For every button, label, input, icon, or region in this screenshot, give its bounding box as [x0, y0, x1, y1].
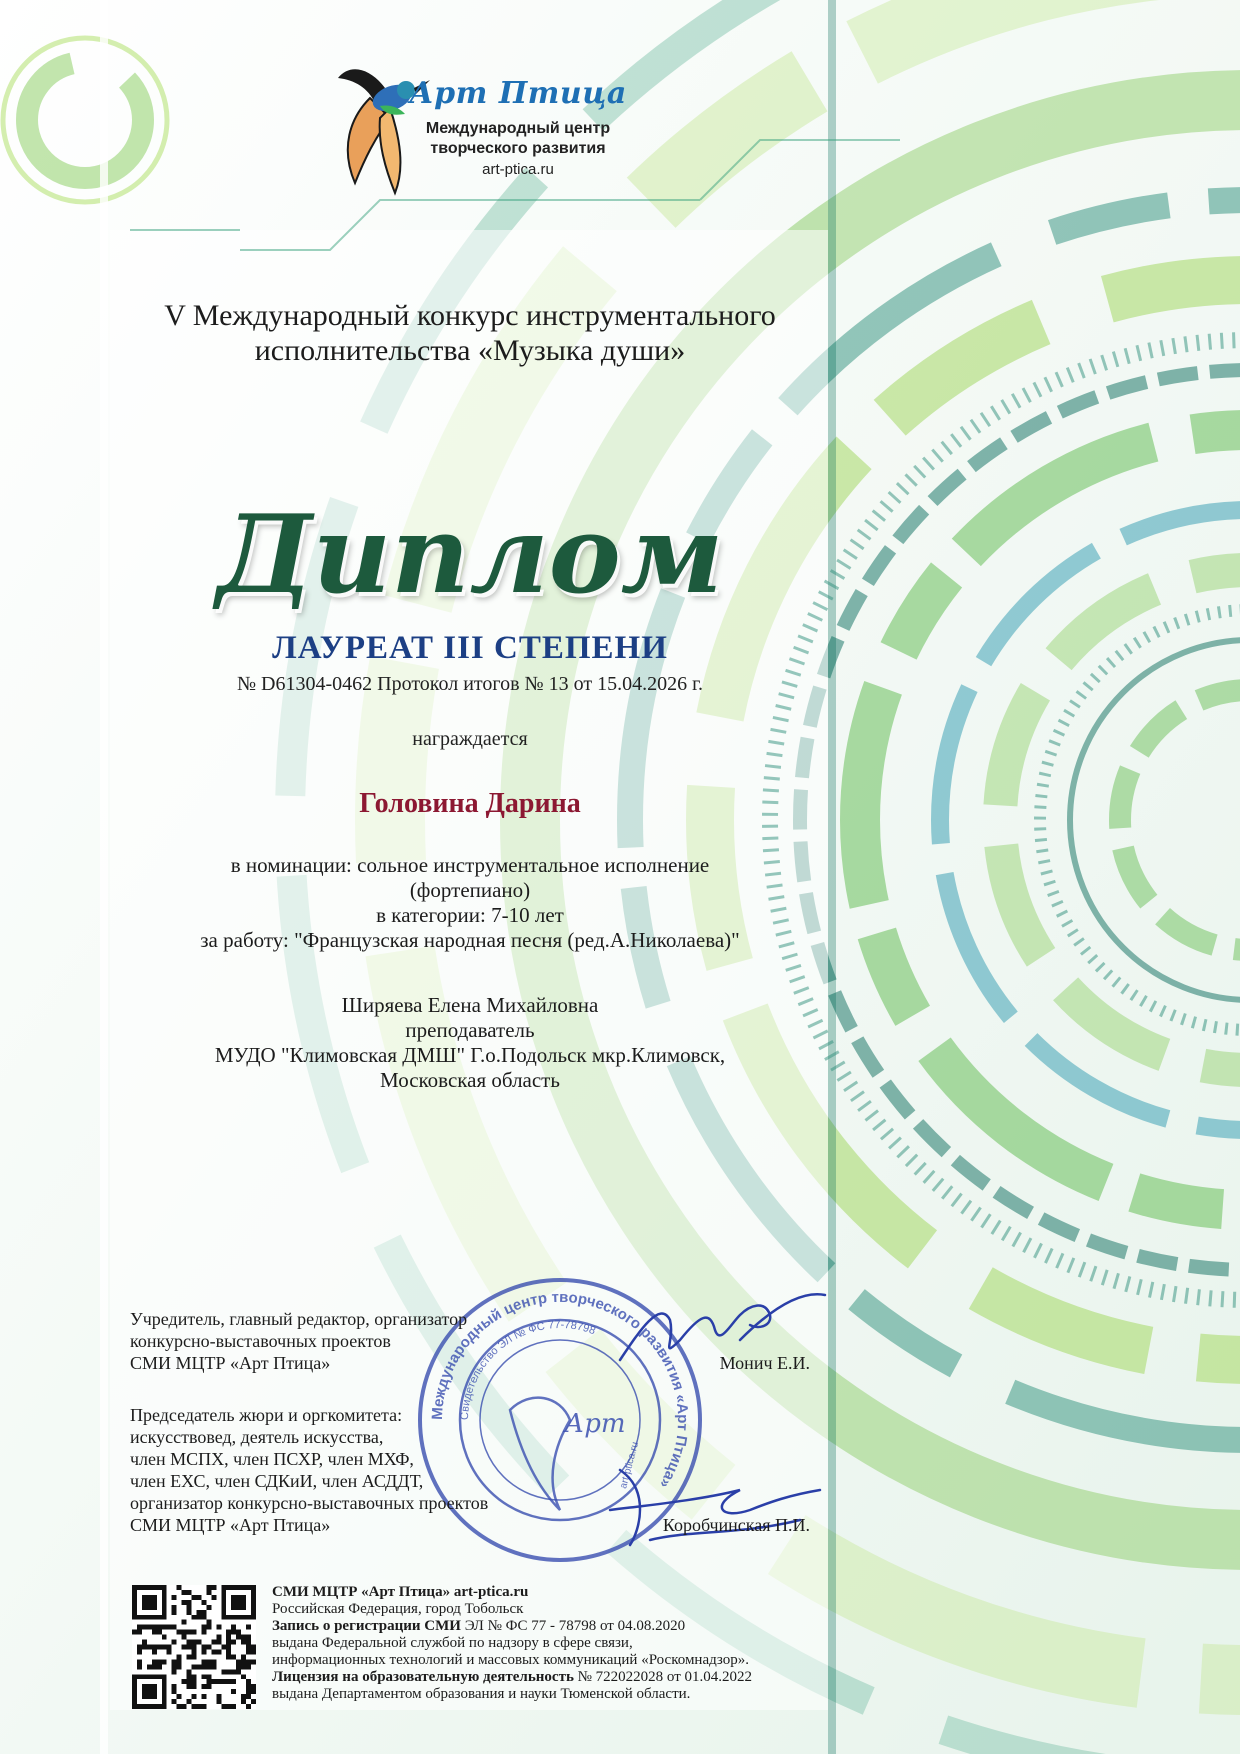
- reg-line1: СМИ МЦТР «Арт Птица» art-ptica.ru: [272, 1584, 529, 1600]
- nomination-block: [110, 853, 830, 953]
- stamp-outer-text: Международный центр творческого развития «Арт Птица»: [428, 1288, 692, 1492]
- teacher-block: [110, 993, 830, 1093]
- logo-brand: Арт Птица: [409, 76, 627, 111]
- recipient-name: Головина Дарина: [359, 788, 581, 819]
- stamp-site: art-ptica.ru: [618, 1440, 642, 1490]
- logo-line1: Международный центр: [425, 120, 611, 137]
- reg-line3-bold: Запись о регистрации СМИ: [272, 1618, 461, 1634]
- logo-line2: творческого развития: [430, 140, 606, 157]
- nomination-category: в категории: 7-10 лет: [376, 903, 564, 927]
- jury-line6: СМИ МЦТР «Арт Птица»: [130, 1515, 331, 1535]
- awarded-label: награждается: [412, 728, 528, 750]
- reg-line7: выдана Департаментом образования и науки Тюменской области.: [272, 1686, 691, 1702]
- registration-info: [272, 1584, 832, 1703]
- diploma-heading: Диплом: [216, 492, 724, 618]
- reg-line6: [272, 1669, 832, 1686]
- jury-line2: искусствовед, деятель искусства,: [130, 1427, 384, 1447]
- jury-line3: член МСПХ, член ПСХР, член МХФ,: [130, 1449, 414, 1469]
- teacher-name: Ширяева Елена Михайловна: [341, 993, 599, 1017]
- jury-name: Коробчинская П.И.: [662, 1515, 810, 1535]
- founder-name: Монич Е.И.: [719, 1353, 810, 1373]
- teacher-region: Московская область: [380, 1068, 560, 1092]
- signature-block-founder: [130, 1308, 810, 1374]
- reg-line4: выдана Федеральной службой по надзору в сфере связи,: [272, 1635, 633, 1651]
- teacher-org: МУДО "Климовская ДМШ" Г.о.Подольск мкр.Климовск,: [214, 1043, 726, 1067]
- jury-line5: организатор конкурсно-выставочных проектов: [130, 1493, 489, 1513]
- protocol-number: № D61304-0462 Протокол итогов № 13 от 15.04.2026 г.: [236, 673, 704, 695]
- reg-line2: Российская Федерация, город Тобольск: [272, 1601, 524, 1617]
- teacher-role: преподаватель: [405, 1018, 535, 1042]
- rank-title: ЛАУРЕАТ III СТЕПЕНИ: [272, 630, 668, 666]
- nomination-line: в номинации: сольное инструментальное исполнение: [230, 853, 710, 877]
- nomination-instrument: (фортепиано): [409, 878, 531, 902]
- jury-line1: Председатель жюри и оргкомитета:: [130, 1405, 403, 1425]
- signature-block-jury: [130, 1404, 810, 1536]
- stamp-top-text: Свидетельство ЭЛ № ФС 77-78798: [458, 1318, 598, 1421]
- stamp-center-text: Арт: [564, 1409, 626, 1439]
- reg-line5: информационных технологий и массовых коммуникаций «Роскомнадзор».: [272, 1652, 750, 1668]
- founder-line2: конкурсно-выставочных проектов: [130, 1331, 391, 1351]
- qr-code-icon[interactable]: [132, 1585, 256, 1709]
- jury-line4: член ЕХС, член СДКиИ, член АСДДТ,: [130, 1471, 424, 1491]
- logo: [330, 58, 627, 198]
- nomination-work: за работу: "Французская народная песня (ред.А.Николаева)": [200, 928, 740, 952]
- logo-url: art-ptica.ru: [482, 161, 554, 178]
- reg-line3-rest: ЭЛ № ФС 77 - 78798 от 04.08.2020: [460, 1618, 686, 1634]
- reg-line3: [272, 1618, 832, 1635]
- founder-line1: Учредитель, главный редактор, организатор: [130, 1309, 468, 1329]
- founder-line3: СМИ МЦТР «Арт Птица»: [130, 1353, 331, 1373]
- contest-title: V Международный конкурс инструментального исполнительства «Музыка души»: [164, 299, 776, 367]
- reg-line6-bold: Лицензия на образовательную деятельность: [272, 1669, 574, 1685]
- reg-line6-rest: № 722022028 от 01.04.2022: [573, 1669, 753, 1685]
